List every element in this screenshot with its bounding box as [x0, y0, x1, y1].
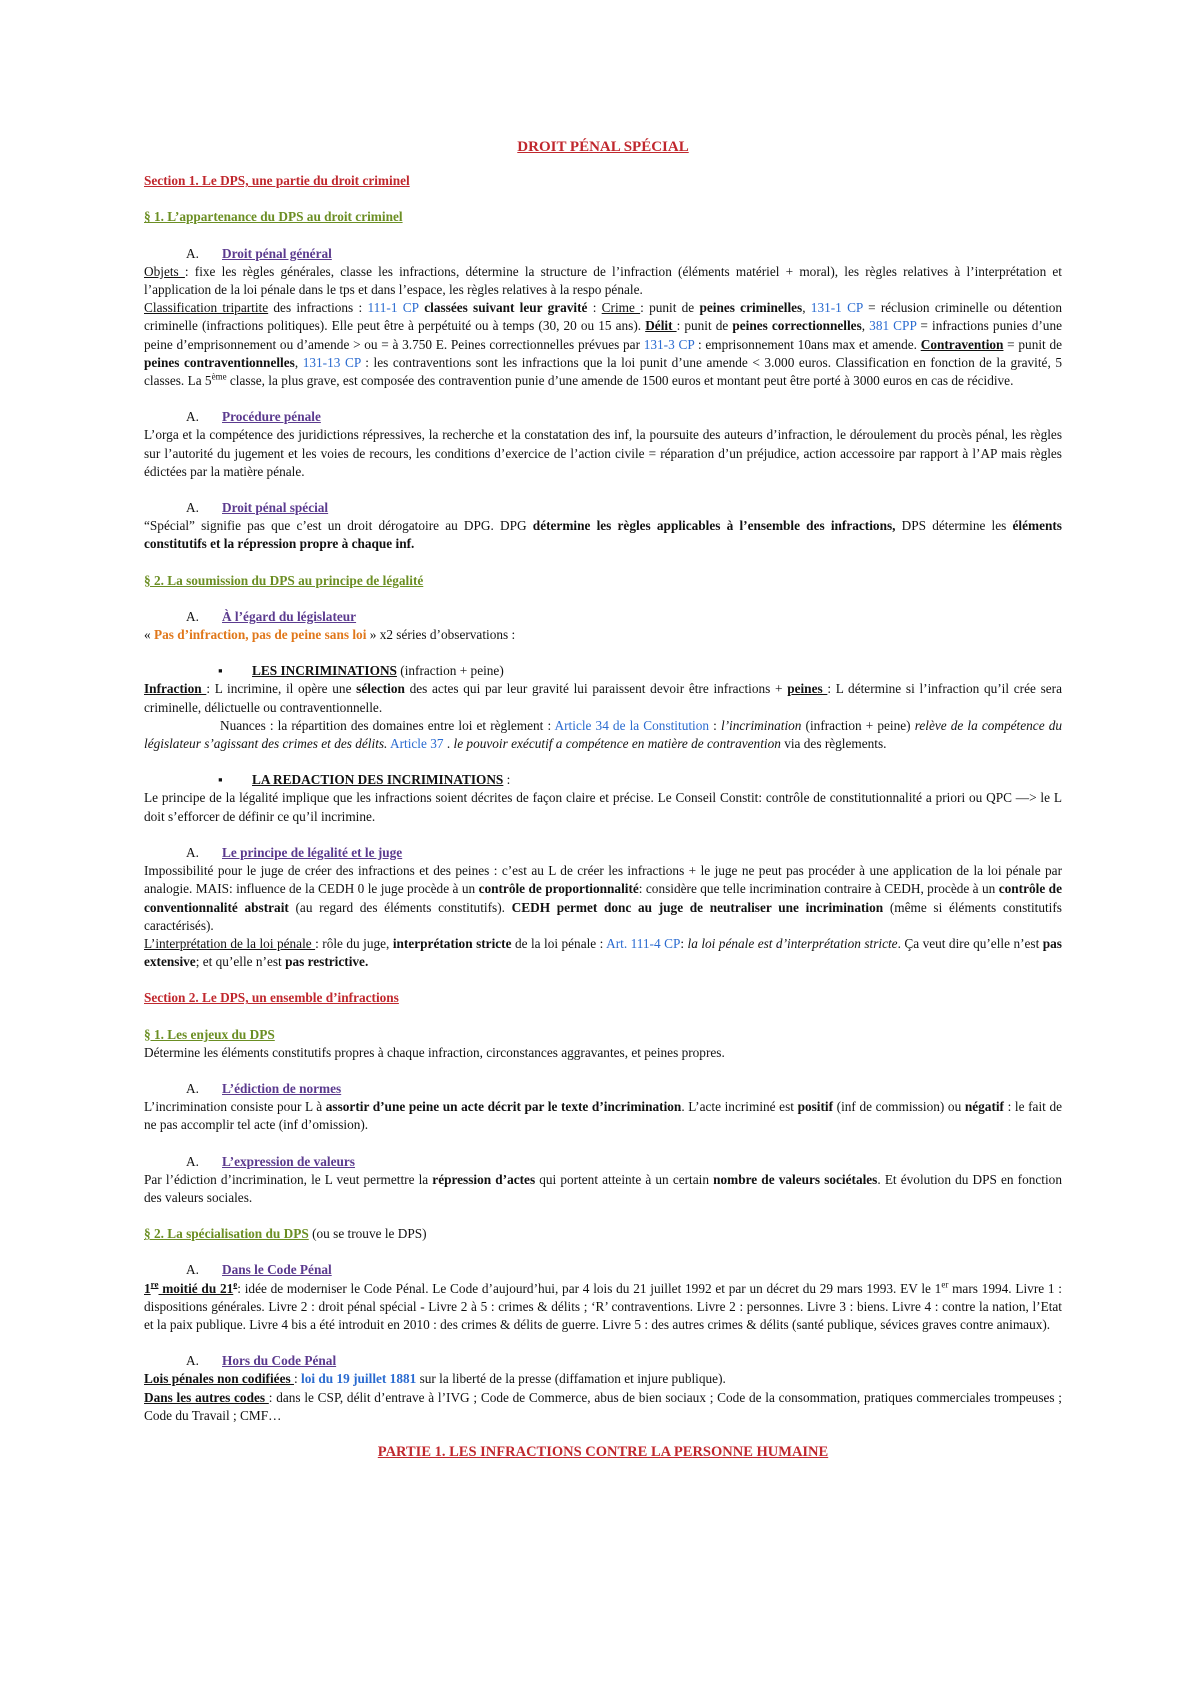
autres-codes-paragraph: Dans les autres codes : dans le CSP, délit d’entrave à l’IVG ; Code de Commerce, abus de bien sociaux ; Code de la consommation, pratiques commerciales trompeuses ; Code du Travail ; CMF… — [144, 1389, 1062, 1423]
ref-article-37[interactable]: Article 37 — [389, 736, 444, 752]
ref-131-1-cp[interactable]: 131-1 CP — [810, 300, 863, 316]
document-title: DROIT PÉNAL SPÉCIAL — [517, 139, 689, 155]
juge-paragraph: Impossibilité pour le juge de créer des infractions et des peines : c’est au L de créer les infractions + le juge ne peut pas procéder à une application de la loi pénale par analogie. MAIS: influence de la CEDH 0 le juge procède à un contrôle de proportionnalité: considère que telle incrimination contraire à CEDH, procède à un contrôle de conventionnalité abstrait (au regard des éléments constitutifs). CEDH permet donc au juge de neutraliser une incrimination (même si éléments constitutifs caractérisés). — [144, 863, 1062, 933]
bullet-incriminations: ▪ LES INCRIMINATIONS (infraction + peine) — [144, 662, 1062, 680]
objets-paragraph: Objets : fixe les règles générales, classe les infractions, détermine la structure de l’infraction (éléments matériel + moral), les règles relatives à l’interprétation et l’application de la loi pénale dans le tps et dans l’espace, les règles relatives à la respo pénale. — [144, 263, 1062, 298]
enjeux-intro: Détermine les éléments constitutifs propres à chaque infraction, circonstances aggravantes, et peines propres. — [144, 1044, 725, 1060]
maxim-paragraph: « Pas d’infraction, pas de peine sans loi » x2 séries d’observations : — [144, 627, 516, 643]
edition-normes-paragraph: L’incrimination consiste pour L à assortir d’une peine un acte décrit par le texte d’incrimination. L’acte incriminé est positif (inf de commission) ou négatif : le fait de ne pas accomplir tel acte (inf d’omission). — [144, 1099, 1063, 1133]
partie-1-heading: PARTIE 1. LES INFRACTIONS CONTRE LA PERSONNE HUMAINE — [377, 1443, 829, 1460]
ref-article-34[interactable]: Article 34 de la Constitution — [554, 717, 710, 733]
subsection-procedure-penale: A. Procédure pénale — [186, 409, 321, 425]
subsection-legalite-juge: A. Le principe de légalité et le juge — [186, 844, 403, 860]
ref-art-111-4-cp[interactable]: Art. 111-4 CP — [606, 935, 681, 951]
nuances-paragraph: Nuances : la répartition des domaines entre loi et règlement : Article 34 de la Constitution : l’incrimination (infraction + peine) relève de la compétence du législateur s’agissant des crimes et des délits. Article 37 . le pouvoir exécutif a compétence en matière de contravention via des règlements. — [144, 717, 1062, 752]
ref-131-13-cp[interactable]: 131-13 CP — [302, 354, 366, 370]
classification-paragraph: Classification tripartite des infractions : 111-1 CP classées suivant leur gravité : Crime : punit de peines criminelles, 131-1 CP = réclusion criminelle ou détention criminelle (infractions politiques). Elle peut être à perpétuité ou à temps (30, 20 ou 15 ans). Délit : punit de peines correctionnelles, 381 CPP = infractions punies d’une peine d’emprisonnement ou d’amende > ou = à 3.750 E. Peines correctionnelles prévues par 131-3 CP : emprisonnement 10ans max et amende. Contravention = punit de peines contraventionnelles, 131-13 CP : les contraventions sont les infractions que la loi punit d’une amende < 3.000 euros. Classification en fonction de la gravité, 5 classes. La 5ème classe, la plus grave, est composée des contravention punie d’une amende de 1500 euros et montant peut être porté à 3000 euros en cas de récidive. — [144, 300, 1062, 389]
legality-maxim: Pas d’infraction, pas de peine sans loi — [153, 627, 367, 643]
s2-paragraph-2-heading: § 2. La spécialisation du DPS (ou se trouve le DPS) — [144, 1226, 427, 1242]
droit-penal-special-paragraph: “Spécial” signifie pas que c’est un droit dérogatoire au DPG. DPG détermine les règles applicables à l’ensemble des infractions, DPS détermine les éléments constitutifs et la répression propre à chaque inf. — [144, 518, 1062, 552]
ref-131-3-cp[interactable]: 131-3 CP — [643, 336, 698, 352]
procedure-penale-paragraph: L’orga et la compétence des juridictions répressives, la recherche et la constatation des inf, la poursuite des auteurs d’infraction, le déroulement du procès pénal, les règles sur l’autorité du jugement et les voies de recours, les conditions d’exercice de l’action civile = réparation d’un préjudice, action accessoire par rapport à l’AP mais règles édictées par la matière pénale. — [144, 427, 1062, 479]
ref-111-1-cp[interactable]: 111-1 CP — [367, 300, 419, 316]
interpretation-paragraph: L’interprétation de la loi pénale : rôle du juge, interprétation stricte de la loi pénale : Art. 111-4 CP: la loi pénale est d’interprétation stricte. Ça veut dire qu’elle n’est pas extensive; et qu’elle n’est pas restrictive. — [144, 935, 1062, 970]
section-1-heading: Section 1. Le DPS, une partie du droit criminel — [144, 173, 410, 189]
ref-loi-1881[interactable]: loi du 19 juillet 1881 — [301, 1371, 417, 1387]
bullet-icon: ▪ — [218, 663, 223, 679]
section-2-heading: Section 2. Le DPS, un ensemble d’infractions — [144, 990, 399, 1006]
ref-381-cpp[interactable]: 381 CPP — [869, 318, 917, 334]
redaction-paragraph: Le principe de la légalité implique que les infractions soient décrites de façon claire et précise. Le Conseil Constit: contrôle de constitutionnalité a priori ou QPC —> le L doit s’efforcer de définir ce qu’il incrimine. — [144, 790, 1062, 824]
subsection-droit-penal-general: A. Droit pénal général — [186, 245, 332, 261]
lois-non-codifiees-paragraph: Lois pénales non codifiées : loi du 19 juillet 1881 sur la liberté de la presse (diffamation et injure publique). — [144, 1371, 726, 1387]
subsection-droit-penal-special: A. Droit pénal spécial — [186, 500, 329, 516]
subsection-expression-valeurs: A. L’expression de valeurs — [186, 1153, 355, 1169]
expression-valeurs-paragraph: Par l’édiction d’incrimination, le L veut permettre la répression d’actes qui portent atteinte à un certain nombre de valeurs sociétales. Et évolution du DPS en fonction des valeurs sociales. — [144, 1171, 1062, 1205]
subsection-legislateur: A. À l’égard du législateur — [186, 608, 357, 624]
bullet-redaction: ▪ LA REDACTION DES INCRIMINATIONS : — [144, 771, 1062, 789]
paragraph-1-heading: § 1. L’appartenance du DPS au droit criminel — [144, 209, 403, 225]
document-body — [144, 138, 1062, 1461]
subsection-code-penal: A. Dans le Code Pénal — [186, 1262, 332, 1278]
subsection-hors-code-penal: A. Hors du Code Pénal — [186, 1353, 337, 1369]
infraction-paragraph: Infraction : L incrimine, il opère une sélection des actes qui par leur gravité lui paraissent devoir être infractions + peines : L détermine si l’infraction qu’il crée sera criminelle, délictuelle ou contraventionnelle. — [144, 681, 1062, 715]
bullet-icon: ▪ — [218, 772, 223, 788]
code-penal-paragraph: 1re moitié du 21e: idée de moderniser le Code Pénal. Le Code d’aujourd’hui, par 4 lois du 21 juillet 1992 et par un décret du 29 mars 1993. EV le 1er mars 1994. Livre 1 : dispositions générales. Livre 2 : droit pénal spécial - Livre 2 à 5 : crimes & délits ; ‘R’ contraventions. Livre 2 : personnes. Livre 3 : biens. Livre 4 : contre la nation, l’Etat et la paix publique. Livre 4 bis a été introduit en 2010 : des crimes & délits de guerre. Livre 5 : des autres crimes & délits (santé publique, sévices graves contre animaux). — [144, 1279, 1062, 1332]
subsection-edition-normes: A. L’édiction de normes — [186, 1080, 342, 1096]
paragraph-2-heading: § 2. La soumission du DPS au principe de légalité — [144, 572, 424, 588]
s2-paragraph-1-heading: § 1. Les enjeux du DPS — [144, 1026, 275, 1042]
